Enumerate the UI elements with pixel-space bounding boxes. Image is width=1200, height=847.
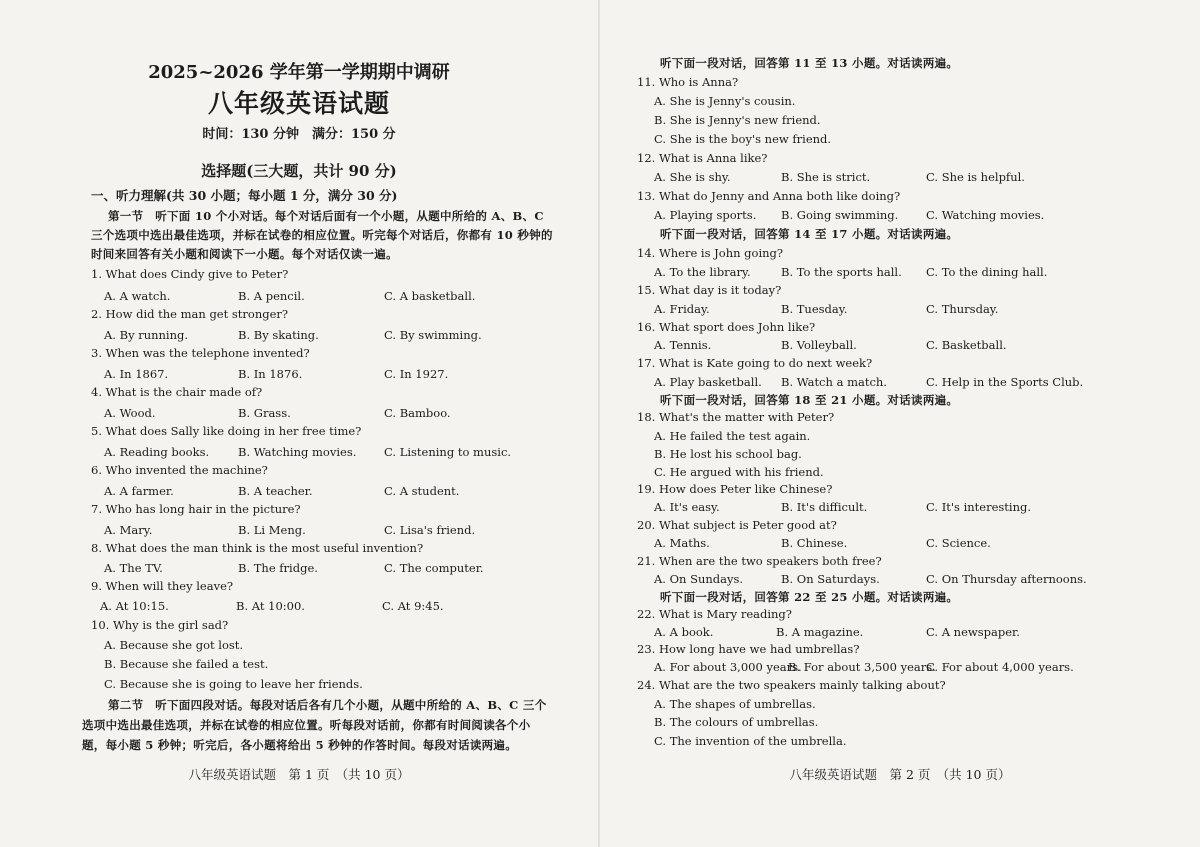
option-b: B. Watch a match. [781,375,887,389]
question-23: 23. How long have we had umbrellas? [637,642,860,656]
option-c: C. Because she is going to leave her friends. [104,677,363,691]
option-b: B. She is strict. [781,170,871,184]
option-b: B. At 10:00. [236,599,305,613]
question-6: 6. Who invented the machine? [91,463,268,477]
option-a: A. A farmer. [104,484,174,498]
option-b: B. By skating. [238,328,319,342]
option-b: B. Li Meng. [238,523,306,537]
option-a: A. The TV. [104,561,163,575]
question-10: 10. Why is the girl sad? [91,618,229,632]
option-c: C. To the dining hall. [926,265,1048,279]
option-a: A. Maths. [654,536,710,550]
dialogue-instruction: 听下面一段对话，回答第 11 至 13 小题。对话读两遍。 [660,56,959,70]
option-b: B. Watching movies. [238,445,357,459]
option-b: B. In 1876. [238,367,303,381]
option-b: B. A magazine. [776,625,864,639]
dialogue-instruction: 听下面一段对话，回答第 14 至 17 小题。对话读两遍。 [660,227,959,241]
page-footer-right: 八年级英语试题 第 2 页 （共 10 页） [789,767,1011,782]
option-a: A. A watch. [104,289,171,303]
option-b: B. Grass. [238,406,291,420]
option-b: B. Because she failed a test. [104,657,269,671]
option-a: A. Reading books. [104,445,210,459]
page-right [600,0,1200,847]
dialogue-instruction: 听下面一段对话，回答第 22 至 25 小题。对话读两遍。 [660,590,959,604]
question-18: 18. What's the matter with Peter? [637,410,835,424]
question-14: 14. Where is John going? [637,246,784,260]
section1-instruction-line: 第一节 听下面 10 个小对话。每个对话后面有一个小题，从题中所给的 A、B、C [108,209,544,223]
option-a: A. It's easy. [654,500,720,514]
question-12: 12. What is Anna like? [637,151,768,165]
option-b: B. The fridge. [238,561,318,575]
question-16: 16. What sport does John like? [637,320,816,334]
option-a: A. By running. [104,328,189,342]
option-a: A. Friday. [654,302,710,316]
option-c: C. A student. [384,484,460,498]
question-7: 7. Who has long hair in the picture? [91,502,301,516]
option-a: A. The shapes of umbrellas. [654,697,816,711]
option-a: A. Playing sports. [654,208,757,222]
question-13: 13. What do Jenny and Anna both like doing? [637,189,901,203]
option-c: C. Basketball. [926,338,1007,352]
option-c: C. Watching movies. [926,208,1045,222]
option-c: C. The computer. [384,561,484,575]
section1-instruction-line: 时间来回答有关小题和阅读下一小题。每个对话仅读一遍。 [91,247,398,261]
option-c: C. Science. [926,536,991,550]
option-a: A. At 10:15. [100,599,169,613]
option-c: C. Listening to music. [384,445,512,459]
page-left [0,0,598,847]
section2-instruction-line: 选项中选出最佳选项，并标在试卷的相应位置。听每段对话前，你都有时间阅读各个小 [82,718,531,732]
option-a: A. Because she got lost. [104,638,244,652]
option-c: C. It's interesting. [926,500,1032,514]
option-c: C. At 9:45. [382,599,444,613]
question-20: 20. What subject is Peter good at? [637,518,837,532]
option-c: C. She is the boy's new friend. [654,132,832,146]
option-a: A. Play basketball. [654,375,762,389]
dialogue-instruction: 听下面一段对话，回答第 18 至 21 小题。对话读两遍。 [660,393,959,407]
option-b: B. The colours of umbrellas. [654,715,819,729]
option-a: A. In 1867. [104,367,169,381]
question-9: 9. When will they leave? [91,579,234,593]
section-heading: 选择题(三大题，共计 90 分) [201,162,397,180]
option-a: A. To the library. [654,265,751,279]
option-b: B. A teacher. [238,484,313,498]
option-c: C. A newspaper. [926,625,1020,639]
part-one-heading: 一、听力理解(共 30 小题；每小题 1 分，满分 30 分) [91,188,398,203]
question-15: 15. What day is it today? [637,283,782,297]
exam-subject: 八年级英语试题 [207,89,390,118]
option-b: B. To the sports hall. [781,265,902,279]
question-24: 24. What are the two speakers mainly talking about? [637,678,946,692]
option-a: A. Mary. [104,523,153,537]
question-1: 1. What does Cindy give to Peter? [91,267,289,281]
option-b: B. A pencil. [238,289,305,303]
option-a: A. Tennis. [654,338,712,352]
section2-instruction-line: 题，每小题 5 秒钟；听完后，各小题将给出 5 秒钟的作答时间。每段对话读两遍。 [82,738,518,752]
option-c: C. He argued with his friend. [654,465,824,479]
question-22: 22. What is Mary reading? [637,607,792,621]
exam-title: 2025~2026 学年第一学期期中调研 [148,62,450,83]
option-b: B. Tuesday. [781,302,848,316]
option-c: C. A basketball. [384,289,476,303]
option-c: C. In 1927. [384,367,449,381]
question-17: 17. What is Kate going to do next week? [637,356,873,370]
option-a: A. He failed the test again. [654,429,811,443]
option-c: C. She is helpful. [926,170,1025,184]
question-21: 21. When are the two speakers both free? [637,554,882,568]
option-a: A. She is Jenny's cousin. [654,94,796,108]
option-b: B. On Saturdays. [781,572,880,586]
question-5: 5. What does Sally like doing in her free time? [91,424,362,438]
question-3: 3. When was the telephone invented? [91,346,310,360]
option-c: C. On Thursday afternoons. [926,572,1087,586]
option-b: B. Going swimming. [781,208,899,222]
option-b: B. Volleyball. [781,338,857,352]
option-c: C. Help in the Sports Club. [926,375,1084,389]
option-c: C. Lisa's friend. [384,523,476,537]
question-11: 11. Who is Anna? [637,75,739,89]
option-a: A. For about 3,000 years. [654,660,802,674]
section2-instruction-line: 第二节 听下面四段对话。每段对话后各有几个小题，从题中所给的 A、B、C 三个 [108,698,547,712]
page-footer-left: 八年级英语试题 第 1 页 （共 10 页） [188,767,410,782]
option-c: C. Thursday. [926,302,999,316]
question-4: 4. What is the chair made of? [91,385,263,399]
option-c: C. The invention of the umbrella. [654,734,847,748]
question-8: 8. What does the man think is the most useful invention? [91,541,424,555]
option-a: A. On Sundays. [654,572,744,586]
option-a: A. A book. [654,625,714,639]
option-b: B. He lost his school bag. [654,447,802,461]
exam-meta: 时间：130 分钟 满分：150 分 [202,127,396,142]
question-2: 2. How did the man get stronger? [91,307,289,321]
section1-instruction-line: 三个选项中选出最佳选项，并标在试卷的相应位置。听完每个对话后，你都有 10 秒钟的 [91,228,553,242]
option-a: A. She is shy. [654,170,731,184]
option-c: C. By swimming. [384,328,482,342]
option-a: A. Wood. [104,406,156,420]
option-c: C. For about 4,000 years. [926,660,1074,674]
option-b: B. For about 3,500 years. [788,660,936,674]
option-b: B. She is Jenny's new friend. [654,113,821,127]
option-b: B. It's difficult. [781,500,868,514]
question-19: 19. How does Peter like Chinese? [637,482,833,496]
option-b: B. Chinese. [781,536,848,550]
option-c: C. Bamboo. [384,406,451,420]
